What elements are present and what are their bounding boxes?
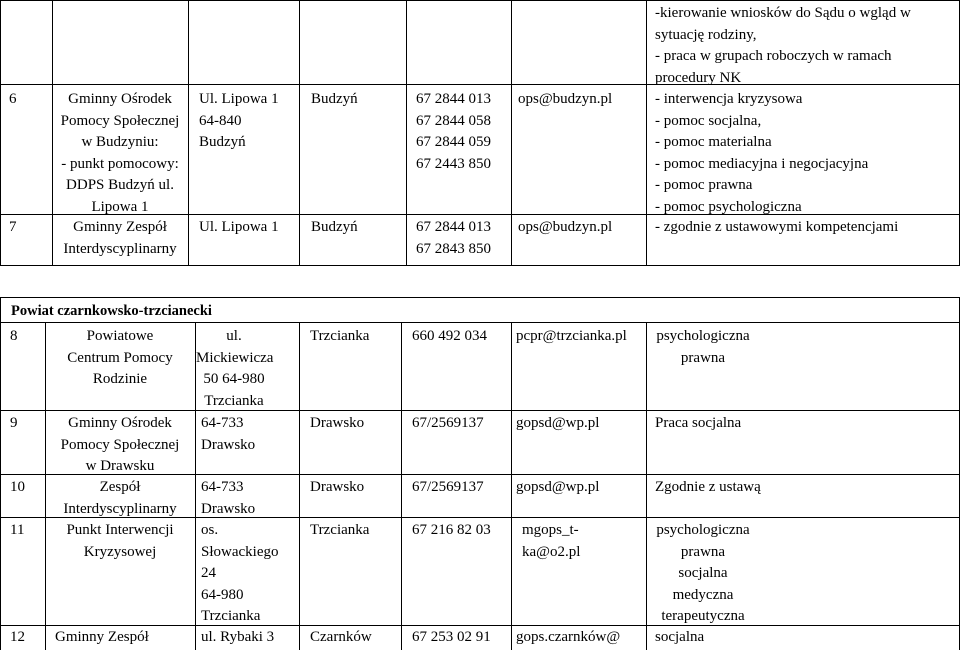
institution-name: Powiatowe Centrum Pomocy Rodzinie — [67, 328, 173, 387]
notes-carryover: -kierowanie wniosków do Sądu o wgląd w sytuację rodziny, - praca w grupach roboczych w ramach procedury NK — [655, 5, 911, 86]
address: ul. Mickiewicza 50 64-980 Trzcianka — [196, 328, 274, 409]
table-line — [0, 297, 960, 298]
row-number: 12 — [10, 629, 25, 645]
city: Drawsko — [310, 479, 365, 495]
scope: psychologiczna prawna — [656, 328, 750, 366]
table-line — [646, 0, 647, 266]
email: ops@budzyn.pl — [518, 219, 613, 235]
institution-name: Gminny Zespół — [55, 629, 149, 645]
table-line — [0, 0, 960, 1]
institution-name: Zespół Interdyscyplinarny — [63, 479, 177, 517]
city: Budzyń — [311, 219, 358, 235]
table-line — [511, 0, 512, 266]
institution-name: Gminny Ośrodek Pomocy Społecznej w Drawsku — [60, 415, 180, 474]
table-line — [299, 322, 300, 650]
email: gopsd@wp.pl — [516, 415, 600, 431]
scope: psychologiczna prawna socjalna medyczna terapeutyczna — [656, 522, 750, 624]
table-line — [0, 625, 960, 626]
email: gops.czarnków@ — [516, 629, 621, 645]
email: mgops_t- ka@o2.pl — [522, 522, 581, 560]
address: os. Słowackiego 24 64-980 Trzcianka — [201, 522, 279, 624]
scope: - zgodnie z ustawowymi kompetencjami — [655, 219, 899, 235]
address: Ul. Lipowa 1 — [199, 219, 279, 235]
phone: 67/2569137 — [412, 479, 484, 495]
phone: 67/2569137 — [412, 415, 484, 431]
address: 64-733 Drawsko — [201, 479, 256, 517]
scope: socjalna — [655, 629, 705, 645]
city: Drawsko — [310, 415, 365, 431]
city: Budzyń — [311, 91, 358, 107]
email: pcpr@trzcianka.pl — [516, 328, 627, 344]
phone: 67 253 02 91 — [412, 629, 491, 645]
address: ul. Rybaki 3 — [201, 629, 275, 645]
city: Trzcianka — [310, 522, 370, 538]
row-number: 8 — [10, 328, 18, 344]
table-line — [188, 0, 189, 266]
table-line — [0, 0, 1, 266]
institution-name: Punkt Interwencji Kryzysowej — [66, 522, 174, 560]
table-line — [0, 297, 1, 650]
table-line — [511, 322, 512, 650]
phone: 660 492 034 — [412, 328, 487, 344]
row-number: 11 — [10, 522, 25, 538]
row-number: 6 — [9, 91, 17, 107]
table-line — [646, 322, 647, 650]
table-line — [0, 265, 960, 266]
row-number: 10 — [10, 479, 25, 495]
table-line — [406, 0, 407, 266]
table-line — [401, 322, 402, 650]
row-number: 7 — [9, 219, 17, 235]
table-line — [52, 0, 53, 266]
section-header: Powiat czarnkowsko-trzcianecki — [11, 303, 212, 319]
phone: 67 216 82 03 — [412, 522, 491, 538]
row-number: 9 — [10, 415, 18, 431]
scope: - interwencja kryzysowa - pomoc socjalna, - pomoc materialna - pomoc mediacyjna i negocjacyjna - pomoc prawna - pomoc psychologiczna — [655, 91, 869, 215]
table-line — [299, 0, 300, 266]
address: Ul. Lipowa 1 64-840 Budzyń — [199, 91, 279, 150]
scope: Praca socjalna — [655, 415, 742, 431]
phone: 67 2844 013 67 2843 850 — [416, 219, 491, 257]
address: 64-733 Drawsko — [201, 415, 256, 453]
institution-name: Gminny Zespół Interdyscyplinarny — [63, 219, 177, 257]
phone: 67 2844 013 67 2844 058 67 2844 059 67 2443 850 — [416, 91, 491, 172]
city: Czarnków — [310, 629, 372, 645]
email: gopsd@wp.pl — [516, 479, 600, 495]
city: Trzcianka — [310, 328, 370, 344]
table-line — [0, 410, 960, 411]
email: ops@budzyn.pl — [518, 91, 613, 107]
institution-name: Gminny Ośrodek Pomocy Społecznej w Budzyniu: - punkt pomocowy: DDPS Budzyń ul. Lipowa 1 — [60, 91, 180, 215]
scope: Zgodnie z ustawą — [655, 479, 761, 495]
